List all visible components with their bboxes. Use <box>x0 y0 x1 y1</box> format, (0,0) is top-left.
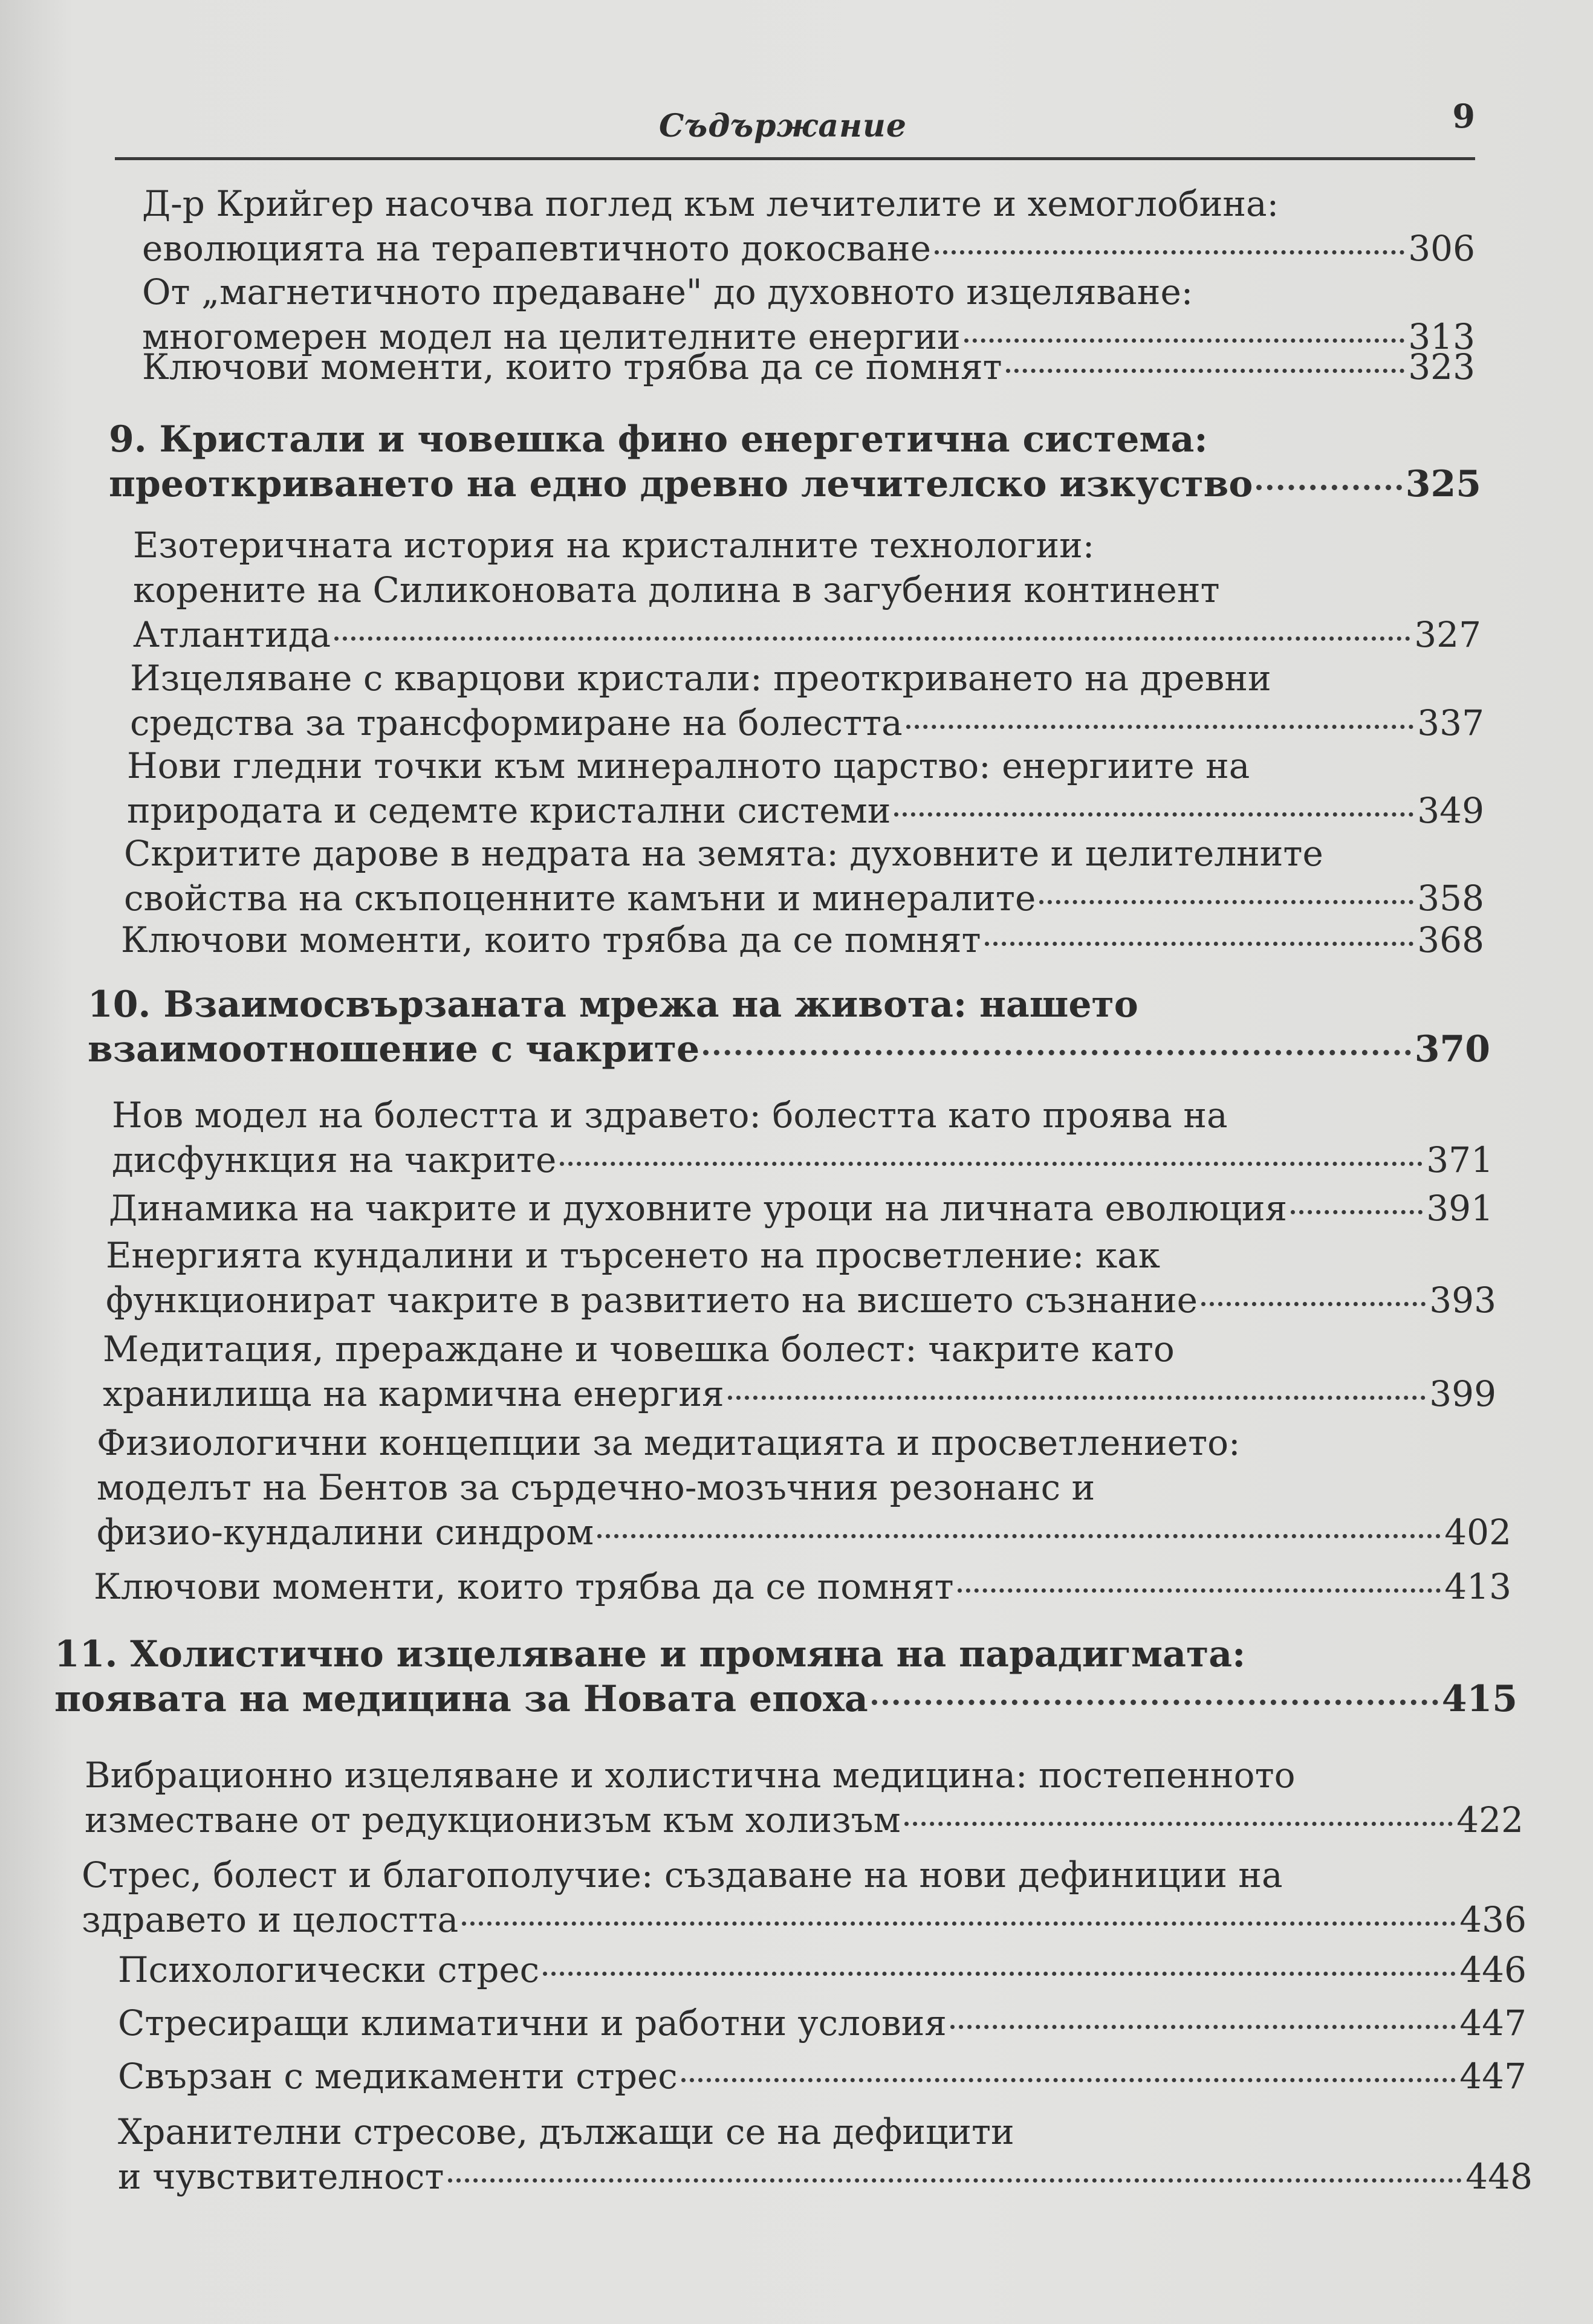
toc-chapter-title: 11. Холистично изцеляване и промяна на парадигмата: <box>54 1633 1246 1675</box>
toc-entry-page: 413 <box>1444 1566 1511 1607</box>
toc-entry-title: Ключови моменти, които трябва да се помнят <box>94 1566 954 1607</box>
toc-entry-title: природата и седемте кристални системи <box>127 790 891 831</box>
dot-leader <box>1039 900 1413 904</box>
dot-leader <box>872 1700 1438 1705</box>
toc-entry-page: 371 <box>1426 1139 1493 1180</box>
toc-entry-title: свойства на скъпоценните камъни и минералите <box>124 878 1036 919</box>
toc-chapter-title: взаимоотношение с чакрите <box>88 1028 700 1070</box>
toc-entry-title: От „магнетичното предаване" до духовното изцеляване: <box>142 271 1193 312</box>
toc-subentry-title: Свързан с медикаменти стрес <box>118 2056 678 2097</box>
toc-entry-title: Медитация, прераждане и човешка болест: чакрите като <box>103 1329 1175 1370</box>
toc-entry-page: 422 <box>1456 1799 1523 1840</box>
dot-leader <box>1201 1302 1426 1306</box>
dot-leader <box>462 1921 1456 1926</box>
toc-entry-title: многомерен модел на целителните енергии <box>142 316 961 357</box>
toc-entry <box>130 656 1484 745</box>
toc-entry-title: Нови гледни точки към минералното царство: енергиите на <box>127 745 1250 786</box>
dot-leader <box>1256 485 1401 490</box>
toc-entry-title: Стрес, болест и благополучие: създаване на нови дефиниции на <box>82 1854 1283 1895</box>
toc-entry-title: Енергията кундалини и търсенето на просветление: как <box>106 1235 1160 1276</box>
dot-leader <box>1006 369 1405 373</box>
toc-entry-page: 349 <box>1417 790 1484 831</box>
dot-leader <box>448 2178 1462 2183</box>
toc-chapter <box>109 417 1481 507</box>
toc-chapter-page: 370 <box>1414 1028 1490 1070</box>
toc-entry <box>127 743 1484 833</box>
toc-entry-title: Д-р Крийгер насочва поглед към лечителите и хемоглобина: <box>142 183 1279 224</box>
page-number: 9 <box>1452 97 1475 135</box>
toc-entry-page: 323 <box>1408 346 1475 387</box>
toc-entry-title: Езотеричната история на кристалните технологии: <box>133 525 1095 566</box>
dot-leader <box>950 2025 1456 2029</box>
toc-entry-title: еволюцията на терапевтичното докосване <box>142 228 931 269</box>
page-header <box>115 91 1475 160</box>
toc-entry <box>133 523 1481 657</box>
toc-subentry <box>118 1947 1526 1992</box>
toc-entry <box>97 1420 1511 1555</box>
toc-subentry-page: 447 <box>1459 2056 1526 2097</box>
toc-entry-title: здравето и целостта <box>82 1899 459 1940</box>
toc-entry-title: Изцеляване с кварцови кристали: преоткриването на древни <box>130 658 1271 699</box>
toc-entry-page: 327 <box>1414 614 1481 655</box>
toc-subentry-title: и чувствителност <box>118 2156 444 2197</box>
toc-entry-title: средства за трансформиране на болестта <box>130 702 903 743</box>
toc-chapter-page: 415 <box>1441 1678 1517 1720</box>
dot-leader <box>964 338 1405 343</box>
dot-leader <box>906 725 1414 729</box>
dot-leader <box>904 1822 1453 1826</box>
dot-leader <box>1291 1210 1423 1214</box>
dot-leader <box>560 1162 1423 1166</box>
toc-subentry-page: 448 <box>1465 2156 1533 2197</box>
toc-entry-page: 337 <box>1417 702 1484 743</box>
toc-subentry-page: 446 <box>1459 1949 1526 1990</box>
dot-leader <box>703 1050 1411 1055</box>
toc-entry-page: 313 <box>1408 316 1475 357</box>
toc-subentry-title: Психологически стрес <box>118 1949 540 1990</box>
toc-subentry <box>118 2001 1526 2045</box>
toc-entry-title: Ключови моменти, които трябва да се помнят <box>121 919 981 960</box>
toc-entry-page: 402 <box>1444 1512 1511 1553</box>
dot-leader <box>334 636 1410 641</box>
toc-entry <box>124 831 1484 921</box>
toc-subentry-title: Хранителни стресове, дължащи се на дефицити <box>118 2111 1014 2152</box>
toc-entry-title: корените на Силиконовата долина в загубения континент <box>133 569 1220 610</box>
dot-leader <box>543 1972 1456 1976</box>
toc-chapter <box>88 982 1490 1072</box>
toc-entry-page: 306 <box>1408 228 1475 269</box>
dot-leader <box>597 1534 1441 1538</box>
dot-leader <box>958 1588 1441 1593</box>
dot-leader <box>985 942 1414 946</box>
toc-entry <box>112 1093 1493 1182</box>
toc-subentry-title: Стресиращи климатични и работни условия <box>118 2002 947 2044</box>
toc-entry-page: 368 <box>1417 919 1484 960</box>
toc-entry-title: Скритите дарове в недрата на земята: духовните и целителните <box>124 833 1323 874</box>
toc-entry <box>94 1564 1511 1609</box>
toc-chapter-title: преоткриването на едно древно лечителско изкуство <box>109 463 1253 505</box>
dot-leader <box>935 250 1404 254</box>
toc-entry-title: Атлантида <box>133 614 331 655</box>
toc-chapter-page: 325 <box>1405 463 1481 505</box>
toc-entry-title: физио-кундалини синдром <box>97 1512 594 1553</box>
toc-entry-page: 358 <box>1417 878 1484 919</box>
toc-entry-title: дисфункция на чакрите <box>112 1139 557 1180</box>
toc-chapter-title: 9. Кристали и човешка фино енергетична система: <box>109 418 1208 461</box>
toc-entry-title: хранилища на кармична енергия <box>103 1373 724 1414</box>
toc-entry <box>109 1186 1493 1231</box>
toc-entry-page: 436 <box>1459 1899 1526 1940</box>
toc-entry-page: 393 <box>1429 1280 1496 1321</box>
dot-leader <box>894 812 1413 817</box>
running-title: Съдържание <box>659 108 907 144</box>
dot-leader <box>728 1396 1426 1400</box>
toc-subentry-page: 447 <box>1459 2002 1526 2044</box>
toc-entry <box>103 1327 1496 1416</box>
toc-entry-title: Ключови моменти, които трябва да се помнят <box>142 346 1002 387</box>
toc-entry-title: Динамика на чакрите и духовните уроци на личната еволюция <box>109 1188 1288 1229</box>
toc-entry <box>142 345 1475 389</box>
toc-chapter <box>54 1632 1517 1721</box>
toc-entry-page: 391 <box>1426 1188 1493 1229</box>
toc-entry-title: функционират чакрите в развитието на висшето съзнание <box>106 1280 1198 1321</box>
toc-entry <box>82 1853 1526 1942</box>
toc-chapter-title: появата на медицина за Новата епоха <box>54 1678 868 1720</box>
toc-entry-page: 399 <box>1429 1373 1496 1414</box>
toc-entry-title: изместване от редукционизъм към холизъм <box>85 1799 901 1840</box>
toc-entry <box>121 918 1484 962</box>
toc-entry-title: моделът на Бентов за сърдечно-мозъчния резонанс и <box>97 1467 1095 1508</box>
dot-leader <box>681 2078 1456 2082</box>
toc-entry-title: Нов модел на болестта и здравето: болестта като проява на <box>112 1095 1228 1136</box>
toc-entry <box>142 181 1475 271</box>
toc-entry-title: Вибрационно изцеляване и холистична медицина: постепенното <box>85 1755 1296 1796</box>
toc-entry-title: Физиологични концепции за медитацията и просветлението: <box>97 1422 1241 1463</box>
toc-chapter-title: 10. Взаимосвързаната мрежа на живота: нашето <box>88 983 1138 1026</box>
toc-subentry <box>118 2054 1526 2099</box>
toc-entry <box>106 1233 1496 1322</box>
toc-subentry <box>118 2109 1533 2199</box>
toc-entry <box>85 1753 1523 1842</box>
